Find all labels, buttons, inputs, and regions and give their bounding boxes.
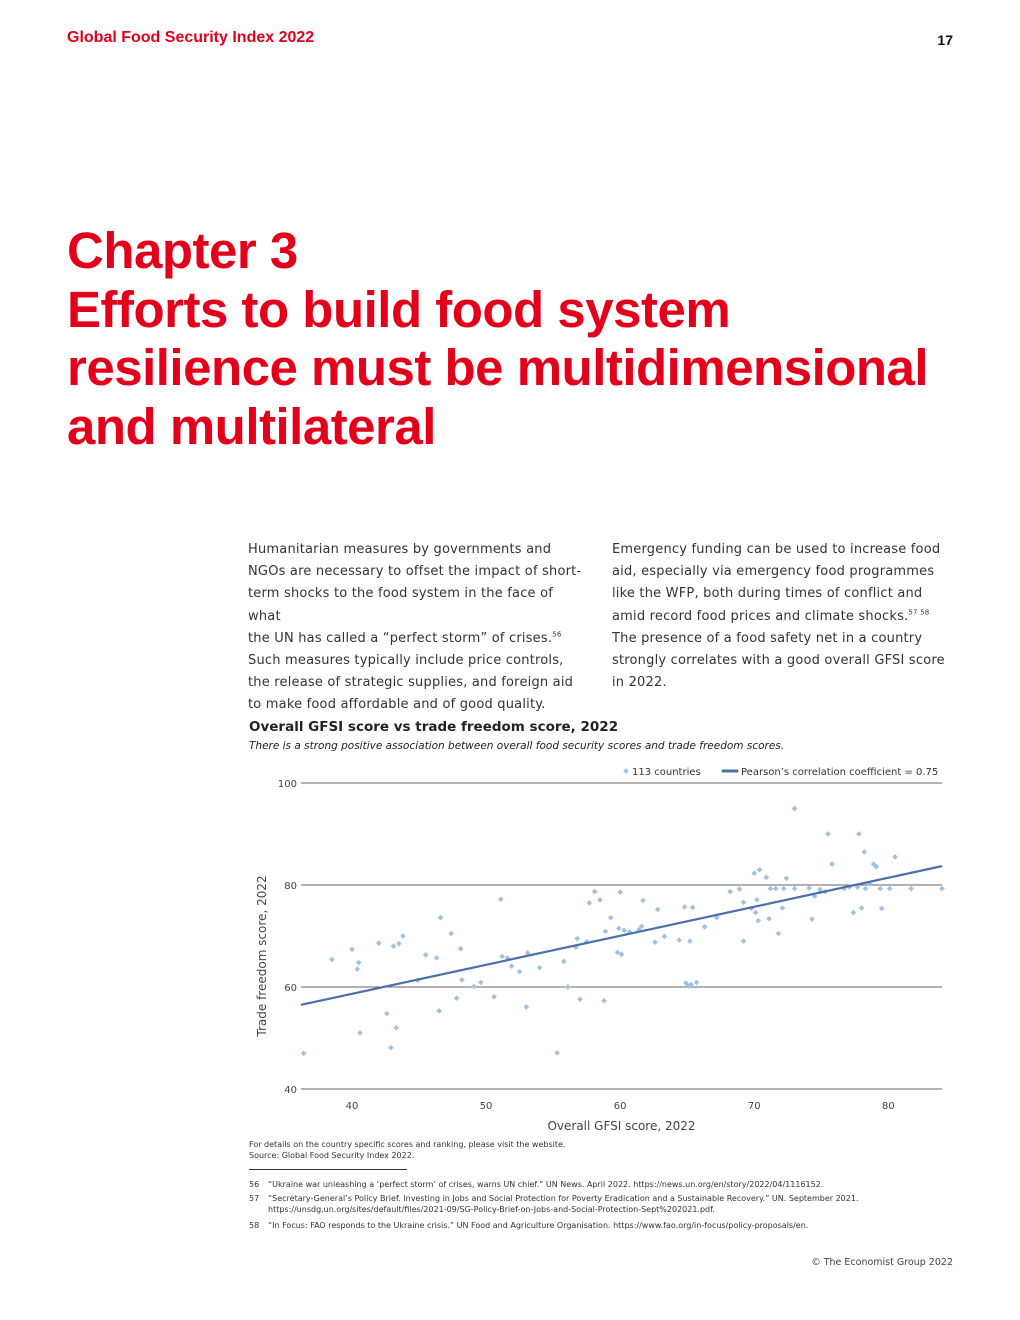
- scatter-point: [517, 969, 523, 975]
- scatter-point: [825, 831, 831, 837]
- scatter-point: [491, 994, 497, 1000]
- scatter-point: [621, 928, 627, 934]
- running-header: Global Food Security Index 2022: [67, 29, 315, 46]
- scatter-point: [597, 897, 603, 903]
- scatter-point: [753, 910, 759, 916]
- scatter-point: [471, 984, 477, 990]
- scatter-point: [879, 906, 885, 912]
- scatter-point: [577, 996, 583, 1002]
- body-line: amid record food prices and climate shocks.$^{57 58}$: [612, 608, 930, 624]
- scatter-point: [780, 905, 786, 911]
- scatter-point: [757, 867, 763, 873]
- scatter-point: [652, 939, 658, 945]
- x-tick-label: 50: [479, 1101, 493, 1112]
- scatter-point: [640, 897, 646, 903]
- scatter-point: [781, 886, 787, 892]
- scatter-point: [396, 941, 402, 947]
- scatter-point: [776, 931, 782, 937]
- y-axis-label: Trade freedom score, 2022: [255, 875, 269, 1037]
- x-tick-label: 40: [345, 1101, 359, 1112]
- scatter-point: [454, 995, 460, 1001]
- scatter-point: [354, 966, 360, 972]
- chapter-heading-line: Efforts to build food system: [67, 280, 731, 338]
- body-line: to make food affordable and of good quality.: [248, 697, 546, 713]
- footnote-number: 58: [249, 1221, 260, 1230]
- scatter-point: [603, 929, 609, 935]
- scatter-point: [601, 998, 607, 1004]
- scatter-point: [694, 980, 700, 986]
- scatter-point: [741, 900, 747, 906]
- chapter-heading: [67, 222, 967, 456]
- body-column-right: [612, 539, 952, 694]
- scatter-point: [792, 886, 798, 892]
- body-line: like the WFP, both during times of conflict and: [612, 586, 923, 602]
- scatter-point: [554, 1050, 560, 1056]
- scatter-point: [388, 1045, 394, 1051]
- footnote-text: “Secretary-General’s Policy Brief. Investing in Jobs and Social Protection for Poverty Eradication and a Sustainable Recovery.” UN. September 2021.: [268, 1194, 859, 1203]
- y-tick-label: 60: [284, 983, 297, 994]
- x-tick-label: 80: [881, 1101, 895, 1112]
- details-note: For details on the country specific scores and ranking, please visit the website.: [249, 1140, 566, 1149]
- scatter-point: [939, 886, 945, 892]
- scatter-point: [766, 916, 772, 922]
- scatter-point: [565, 984, 571, 990]
- scatter-point: [764, 875, 770, 881]
- scatter-point: [423, 952, 429, 958]
- page-number: 17: [937, 32, 953, 48]
- scatter-point: [908, 886, 914, 892]
- scatter-point: [393, 1025, 399, 1031]
- legend-point-swatch: [623, 768, 629, 774]
- chart-subtitle: There is a strong positive association between overall food security scores and trade freedom scores.: [249, 740, 785, 752]
- footnote-ref: 56: [552, 630, 562, 639]
- scatter-point: [400, 933, 406, 939]
- body-line: the UN has called a “perfect storm” of crises.$^{56}$: [248, 630, 562, 646]
- scatter-point: [662, 934, 668, 940]
- y-tick-label: 40: [284, 1085, 297, 1096]
- scatter-point: [792, 806, 798, 812]
- scatter-point: [737, 886, 743, 892]
- scatter-point: [702, 924, 708, 930]
- scatter-point: [574, 936, 580, 942]
- chapter-heading-line: resilience must be multidimensional: [67, 339, 929, 396]
- legend-label-trend: Pearson’s correlation coefficient = 0.75: [741, 767, 939, 778]
- footnote-ref: 57 58: [908, 608, 930, 617]
- x-tick-label: 70: [747, 1101, 761, 1112]
- scatter-point: [586, 900, 592, 906]
- scatter-point: [809, 916, 815, 922]
- body-line: the release of strategic supplies, and foreign aid: [248, 675, 574, 691]
- scatter-point: [436, 1008, 442, 1014]
- body-column-left: [248, 539, 588, 717]
- scatter-point: [329, 957, 335, 963]
- footnote-url[interactable]: https://unsdg.un.org/sites/default/files/2021-09/SG-Policy-Brief-on-Jobs-and-Social-Protection-Sept%202021.pdf.: [268, 1205, 715, 1214]
- scatter-point: [617, 889, 623, 895]
- scatter-point: [356, 960, 362, 966]
- scatter-point: [608, 915, 614, 921]
- footnote-number: 56: [249, 1180, 260, 1189]
- copyright: © The Economist Group 2022: [811, 1257, 953, 1268]
- scatter-point: [741, 938, 747, 944]
- scatter-point: [676, 937, 682, 943]
- body-line: Humanitarian measures by governments and: [248, 542, 552, 557]
- scatter-point: [349, 946, 355, 952]
- footnote-text: “In Focus: FAO responds to the Ukraine crisis.” UN Food and Agriculture Organisation. https://www.fao.org/in-focus/policy-proposals/en.: [268, 1221, 809, 1230]
- body-line: in 2022.: [612, 675, 667, 691]
- scatter-point: [754, 897, 760, 903]
- scatter-point: [863, 886, 869, 892]
- body-line: strongly correlates with a good overall GFSI score: [612, 653, 945, 669]
- scatter-point: [498, 896, 504, 902]
- body-line: The presence of a food safety net in a country: [612, 630, 923, 646]
- chart-title: Overall GFSI score vs trade freedom score, 2022: [249, 719, 619, 735]
- scatter-point: [784, 876, 790, 882]
- scatter-point: [592, 889, 598, 895]
- scatter-point: [478, 980, 484, 986]
- scatter-point: [859, 905, 865, 911]
- footnote-text: “Ukraine war unleashing a ‘perfect storm’ of crises, warns UN chief.” UN News. April 2022. https://news.un.org/en/story/2022/04/1116152.: [268, 1180, 824, 1189]
- scatter-point: [523, 1004, 529, 1010]
- body-line: NGOs are necessary to offset the impact of short-: [248, 564, 582, 580]
- legend-label-points: 113 countries: [632, 767, 701, 778]
- scatter-point: [806, 885, 812, 891]
- scatter-point: [301, 1050, 307, 1056]
- scatter-point: [861, 849, 867, 855]
- scatter-point: [357, 1030, 363, 1036]
- scatter-point: [768, 886, 774, 892]
- body-line: Emergency funding can be used to increase food: [612, 542, 941, 557]
- scatter-point: [682, 904, 688, 910]
- body-line: Such measures typically include price controls,: [248, 653, 564, 669]
- scatter-point: [887, 886, 893, 892]
- scatter-point: [755, 918, 761, 924]
- scatter-point: [727, 889, 733, 895]
- scatter-point: [509, 963, 515, 969]
- scatter-point: [376, 940, 382, 946]
- body-line: aid, especially via emergency food programmes: [612, 564, 935, 580]
- scatter-point: [751, 870, 757, 876]
- y-tick-label: 100: [277, 779, 297, 790]
- scatter-point: [892, 854, 898, 860]
- scatter-point: [690, 905, 696, 911]
- scatter-point: [851, 910, 857, 916]
- scatter-point: [499, 954, 505, 960]
- body-line: term shocks to the food system in the face of what: [248, 586, 554, 624]
- scatter-point: [458, 946, 464, 952]
- scatter-point: [537, 965, 543, 971]
- scatter-point: [384, 1011, 390, 1017]
- scatter-point: [655, 907, 661, 913]
- scatter-point: [438, 915, 444, 921]
- x-axis-label: Overall GFSI score, 2022: [547, 1119, 696, 1133]
- scatter-chart: [249, 758, 949, 1138]
- scatter-point: [434, 955, 440, 961]
- trend-line: [301, 866, 942, 1005]
- chart-notes: [249, 1139, 565, 1161]
- scatter-point: [856, 831, 862, 837]
- y-tick-label: 80: [284, 881, 297, 892]
- chapter-heading-line: and multilateral: [67, 397, 436, 455]
- scatter-point: [459, 977, 465, 983]
- scatter-point: [391, 943, 397, 949]
- scatter-point: [561, 959, 567, 965]
- source-note: Source: Global Food Security Index 2022.: [249, 1151, 415, 1160]
- x-tick-label: 60: [613, 1101, 627, 1112]
- scatter-point: [616, 926, 622, 932]
- scatter-point: [773, 886, 779, 892]
- scatter-point: [687, 938, 693, 944]
- scatter-point: [877, 886, 883, 892]
- chapter-heading-line: Chapter 3: [67, 222, 298, 279]
- scatter-point: [448, 931, 454, 937]
- footnote-number: 57: [249, 1194, 260, 1203]
- scatter-point: [829, 861, 835, 867]
- footnote-divider: [249, 1169, 407, 1170]
